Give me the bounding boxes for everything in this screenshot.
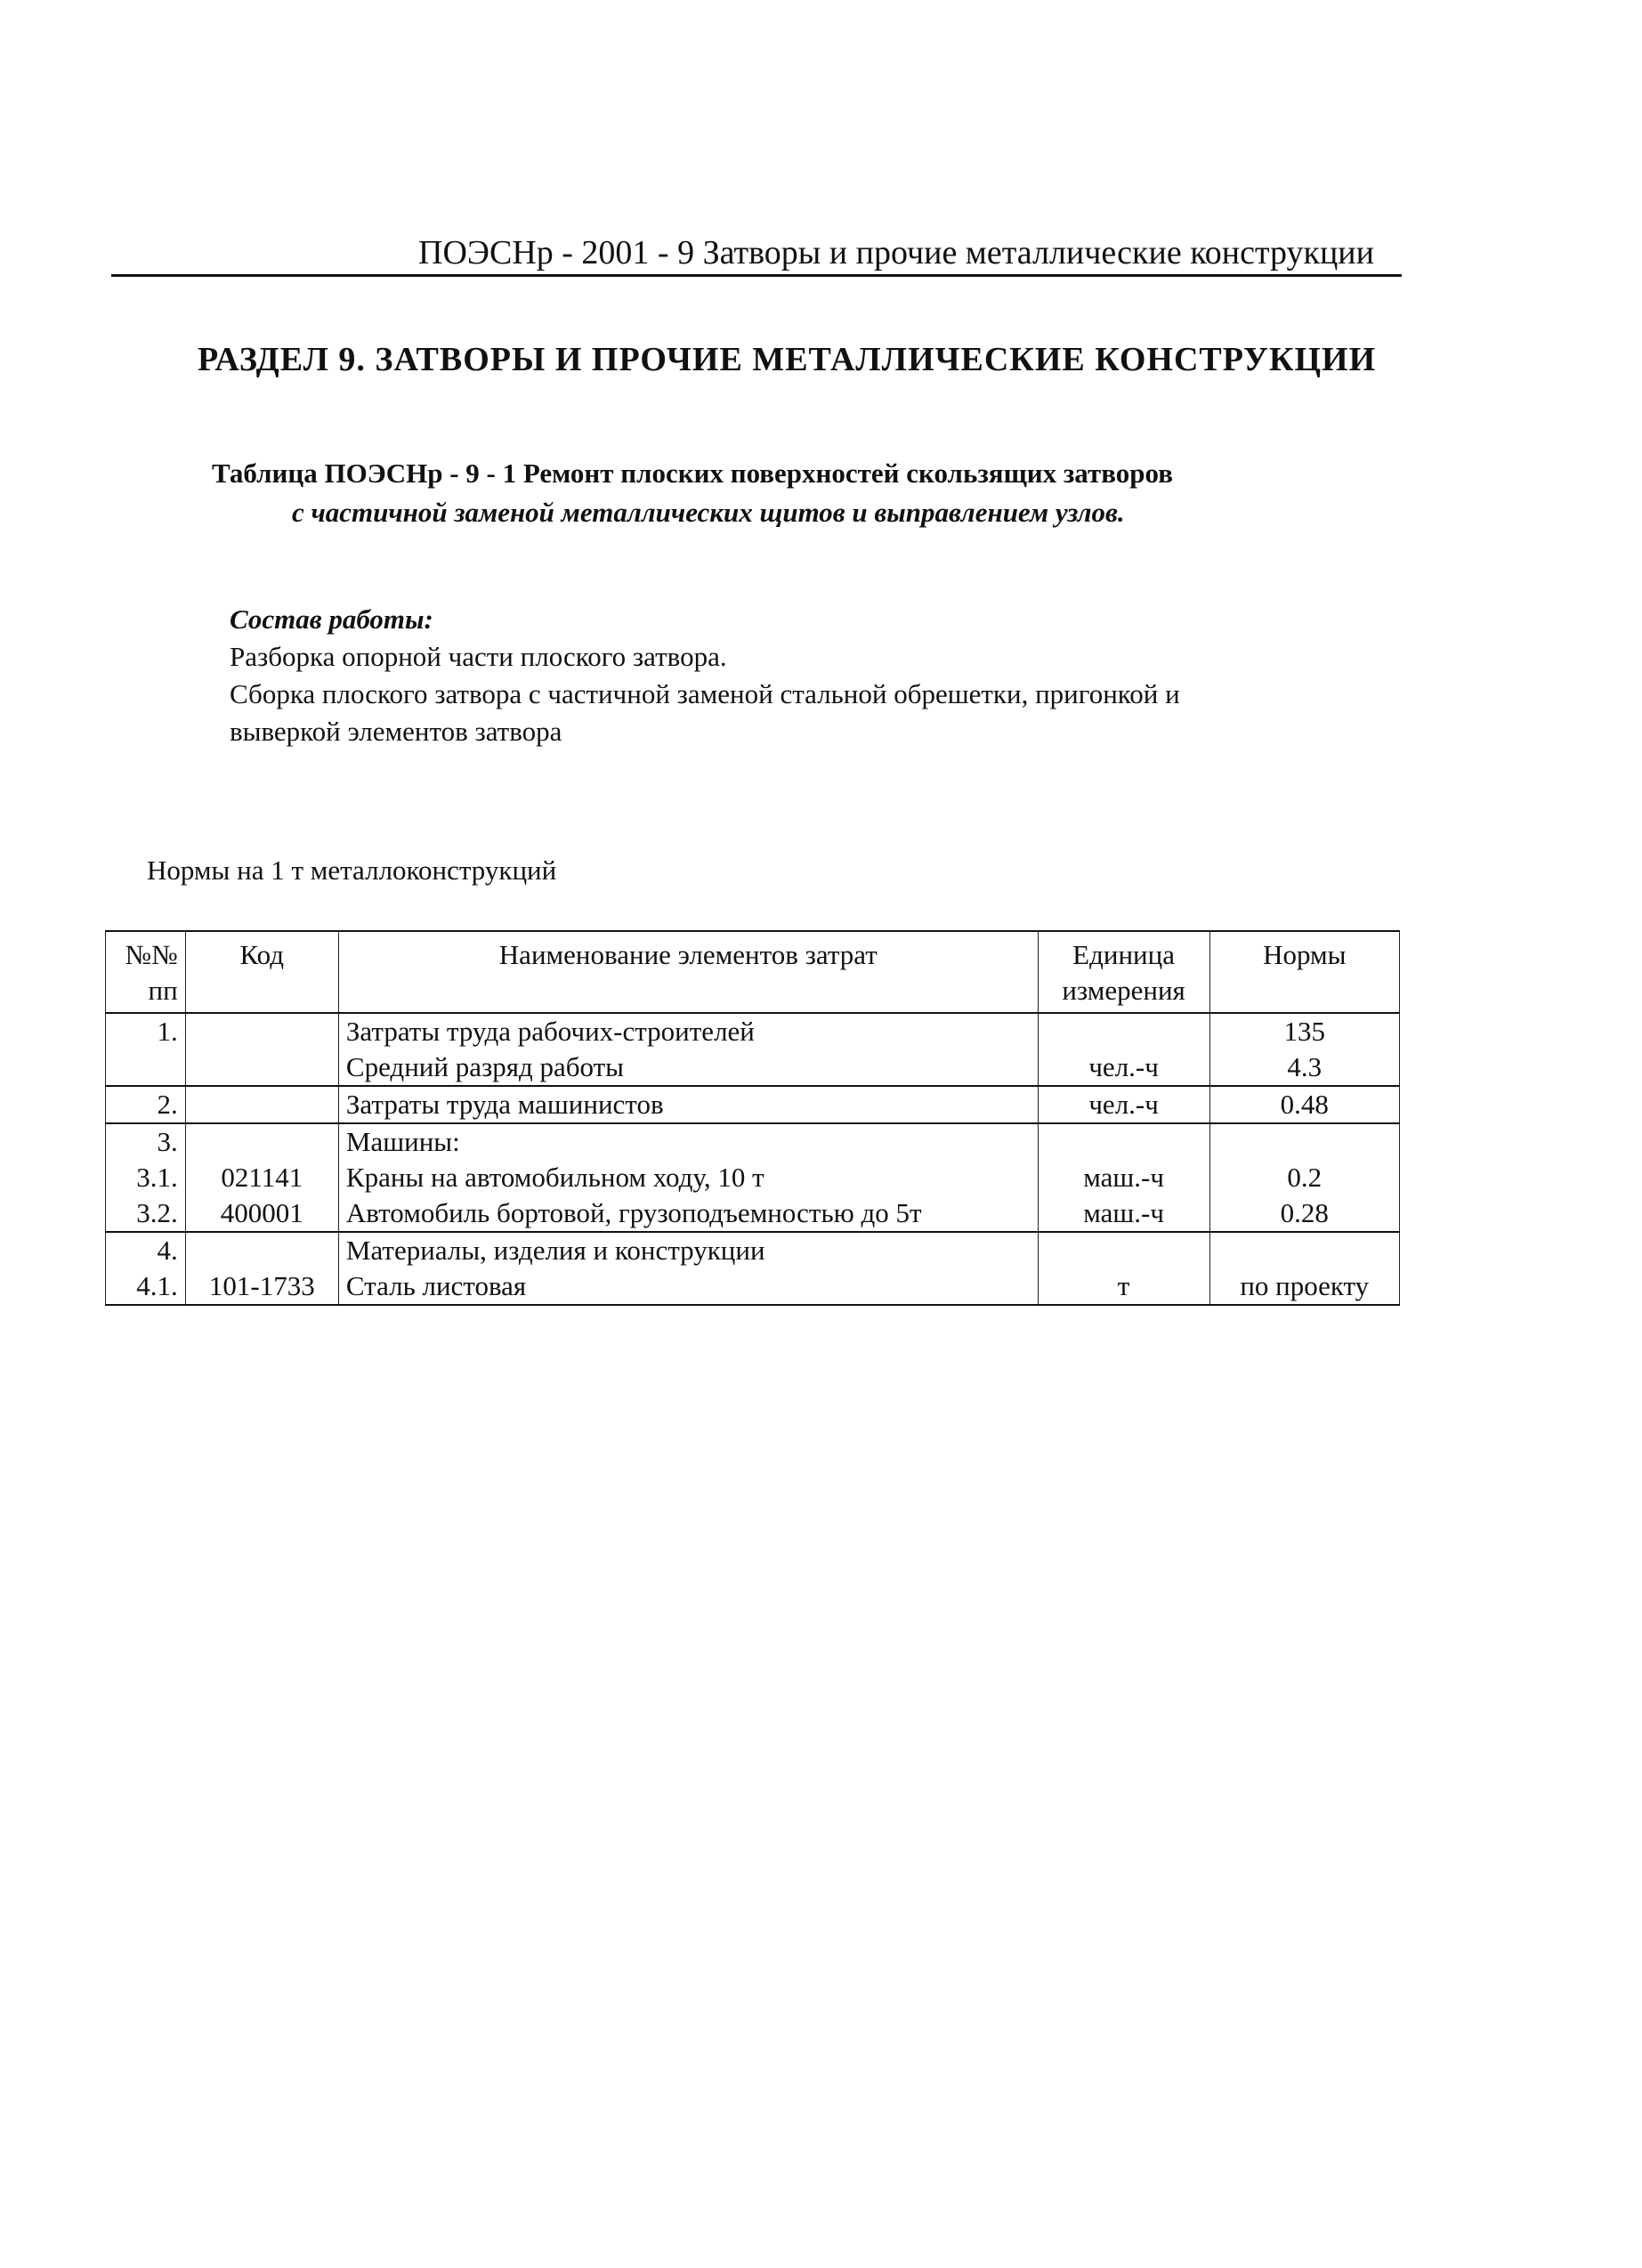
cell-num: 4.1. xyxy=(106,1268,186,1305)
table-row xyxy=(106,1049,1400,1086)
table-row xyxy=(106,1123,1400,1160)
cell-norm: 0.48 xyxy=(1209,1086,1400,1123)
norms-table xyxy=(105,930,1400,1306)
table-row xyxy=(106,1232,1400,1268)
cell-norm: 4.3 xyxy=(1209,1049,1400,1086)
header-rule xyxy=(111,274,1402,277)
work-composition xyxy=(230,601,1369,750)
cell-name: Затраты труда машинистов xyxy=(338,1086,1038,1123)
cell-code xyxy=(185,1013,338,1049)
cell-name: Автомобиль бортовой, грузоподъемностью до 5т xyxy=(338,1195,1038,1232)
work-composition-line: Разборка опорной части плоского затвора. xyxy=(230,641,727,672)
table-header-row xyxy=(106,931,1400,1013)
table-caption-line-2: с частичной заменой металлических щитов и выправлением узлов. xyxy=(292,497,1125,528)
table-row xyxy=(106,1195,1400,1232)
cell-num: 3. xyxy=(106,1123,186,1160)
work-composition-line: выверкой элементов затвора xyxy=(230,716,562,747)
cell-unit xyxy=(1038,1123,1209,1160)
cell-num: 3.2. xyxy=(106,1195,186,1232)
cell-code: 400001 xyxy=(185,1195,338,1232)
cell-unit xyxy=(1038,1232,1209,1268)
header-unit: Единица измерения xyxy=(1038,931,1209,1013)
cell-num: 3.1. xyxy=(106,1160,186,1195)
cell-name: Затраты труда рабочих-строителей xyxy=(338,1013,1038,1049)
cell-num: 4. xyxy=(106,1232,186,1268)
cell-norm xyxy=(1209,1232,1400,1268)
table-row xyxy=(106,1268,1400,1305)
cell-num xyxy=(106,1049,186,1086)
cell-name: Средний разряд работы xyxy=(338,1049,1038,1086)
cell-code: 021141 xyxy=(185,1160,338,1195)
header-name: Наименование элементов затрат xyxy=(338,931,1038,1013)
cell-unit xyxy=(1038,1013,1209,1049)
cell-unit: чел.-ч xyxy=(1038,1086,1209,1123)
work-composition-line: Сборка плоского затвора с частичной заменой стальной обрешетки, пригонкой и xyxy=(230,678,1180,709)
cell-code: 101-1733 xyxy=(185,1268,338,1305)
cell-norm: по проекту xyxy=(1209,1268,1400,1305)
header-code: Код xyxy=(185,931,338,1013)
cell-name: Машины: xyxy=(338,1123,1038,1160)
cell-num: 1. xyxy=(106,1013,186,1049)
cell-code xyxy=(185,1086,338,1123)
cell-unit: чел.-ч xyxy=(1038,1049,1209,1086)
cell-unit: маш.-ч xyxy=(1038,1160,1209,1195)
work-composition-title: Состав работы: xyxy=(230,603,433,635)
cell-norm: 0.28 xyxy=(1209,1195,1400,1232)
cell-unit: маш.-ч xyxy=(1038,1195,1209,1232)
cell-norm: 135 xyxy=(1209,1013,1400,1049)
header-norm: Нормы xyxy=(1209,931,1400,1013)
cell-code xyxy=(185,1232,338,1268)
cell-code xyxy=(185,1123,338,1160)
cell-norm: 0.2 xyxy=(1209,1160,1400,1195)
header-num: №№ пп xyxy=(106,931,186,1013)
table-row xyxy=(106,1086,1400,1123)
table-row xyxy=(106,1160,1400,1195)
cell-name: Сталь листовая xyxy=(338,1268,1038,1305)
table-row xyxy=(106,1013,1400,1049)
norms-note: Нормы на 1 т металлоконструкций xyxy=(147,855,557,886)
running-head: ПОЭСНр - 2001 - 9 Затворы и прочие металлические конструкции xyxy=(418,234,1374,271)
cell-norm xyxy=(1209,1123,1400,1160)
cell-name: Краны на автомобильном ходу, 10 т xyxy=(338,1160,1038,1195)
cell-unit: т xyxy=(1038,1268,1209,1305)
table-caption xyxy=(212,454,1351,532)
table-caption-line-1: Таблица ПОЭСНр - 9 - 1 Ремонт плоских поверхностей скользящих затворов xyxy=(212,458,1173,489)
cell-name: Материалы, изделия и конструкции xyxy=(338,1232,1038,1268)
cell-num: 2. xyxy=(106,1086,186,1123)
section-title: РАЗДЕЛ 9. ЗАТВОРЫ И ПРОЧИЕ МЕТАЛЛИЧЕСКИЕ КОНСТРУКЦИИ xyxy=(198,341,1377,378)
cell-code xyxy=(185,1049,338,1086)
